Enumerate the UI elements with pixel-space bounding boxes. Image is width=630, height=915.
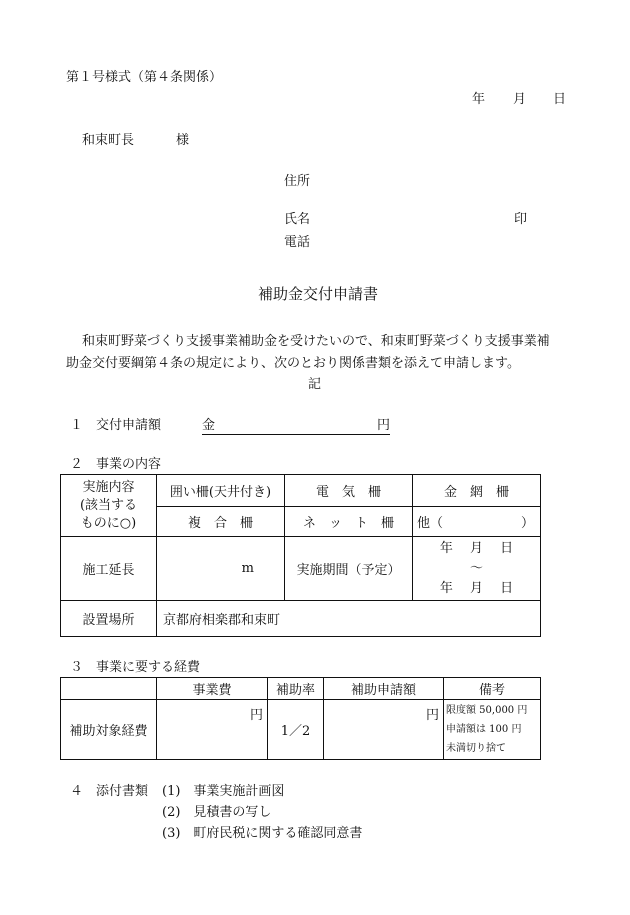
ki-marker: 記 [308, 377, 322, 392]
expense-table [60, 677, 541, 760]
applicant-address-label: 住所 [284, 174, 311, 189]
period-end-day: 日 [500, 580, 514, 596]
fence-type-other [413, 507, 541, 537]
expense-row-label: 補助対象経費 [61, 700, 157, 760]
date-year: 年 [472, 92, 486, 107]
section1-label: １ 交付申請額 [70, 418, 162, 433]
period-end-year: 年 [439, 580, 453, 596]
form-number: 第１号様式（第４条関係） [66, 70, 223, 85]
expense-header-blank [61, 678, 157, 700]
applicant-name-label: 氏名 [284, 212, 311, 227]
content-note2: ものに○) [80, 515, 137, 531]
section2-label: ２ 事業の内容 [70, 457, 162, 472]
addressee-name: 和束町長 [82, 133, 135, 148]
period-tilde: ～ [469, 560, 483, 576]
remark-limit: 限度額 50,000 円 [446, 705, 528, 716]
period-start-day: 日 [500, 540, 514, 556]
fence-type-roof: 囲い柵(天井付き) [157, 475, 285, 507]
seal-mark: 印 [514, 212, 528, 227]
amount-prefix: 金 [202, 418, 216, 433]
content-note1: (該当する [79, 497, 138, 513]
date-day: 日 [553, 92, 567, 107]
body-text-line2: 助金交付要綱第４条の規定により、次のとおり関係書類を添えて申請します。 [66, 356, 520, 371]
requested-amount-cell: 円 [324, 700, 444, 760]
header-remarks: 備考 [444, 678, 541, 700]
content-header-cell [61, 475, 157, 537]
fence-type-net: ネ ッ ト 柵 [285, 507, 413, 537]
fence-other-open: 他（ [417, 516, 444, 531]
business-content-table [60, 474, 541, 637]
header-subsidy-rate: 補助率 [268, 678, 324, 700]
project-cost-cell: 円 [157, 700, 268, 760]
applicant-phone-label: 電話 [284, 235, 311, 250]
remarks-cell [444, 700, 541, 760]
attachment-item-3: (3) 町府民税に関する確認同意書 [162, 826, 363, 841]
header-project-cost: 事業費 [157, 678, 268, 700]
fence-type-electric: 電 気 柵 [285, 475, 413, 507]
period-start-month: 月 [469, 540, 483, 556]
remark-rounding-2: 未満切り捨て [446, 743, 506, 754]
amount-unit: 円 [376, 418, 390, 433]
header-requested-amount: 補助申請額 [324, 678, 444, 700]
attachment-item-1: (1) 事業実施計画図 [162, 784, 285, 799]
document-title: 補助金交付申請書 [258, 285, 379, 303]
remark-rounding-1: 申請額は 100 円 [446, 724, 522, 735]
body-text-line1: 和束町野菜づくり支援事業補助金を受けたいので、和束町野菜づくり支援事業補 [82, 334, 550, 349]
attachment-item-2: (2) 見積書の写し [162, 805, 272, 820]
subsidy-rate-value: 1／2 [268, 700, 324, 760]
period-start-year: 年 [439, 540, 453, 556]
length-unit: m [157, 537, 285, 601]
length-label: 施工延長 [61, 537, 157, 601]
location-value: 京都府相楽郡和束町 [157, 601, 541, 637]
location-label: 設置場所 [61, 601, 157, 637]
fence-type-composite: 複 合 柵 [157, 507, 285, 537]
section4-label: ４ 添付書類 [70, 784, 149, 799]
section3-label: ３ 事業に要する経費 [70, 660, 201, 675]
period-end-month: 月 [469, 580, 483, 596]
amount-underline [202, 418, 390, 435]
fence-other-close: ） [520, 516, 534, 531]
date-month: 月 [513, 92, 527, 107]
period-label: 実施期間（予定） [285, 537, 413, 601]
period-value-cell [413, 537, 541, 601]
fence-type-wire: 金 網 柵 [413, 475, 541, 507]
addressee-honorific: 様 [176, 133, 190, 148]
content-header: 実施内容 [82, 479, 135, 495]
